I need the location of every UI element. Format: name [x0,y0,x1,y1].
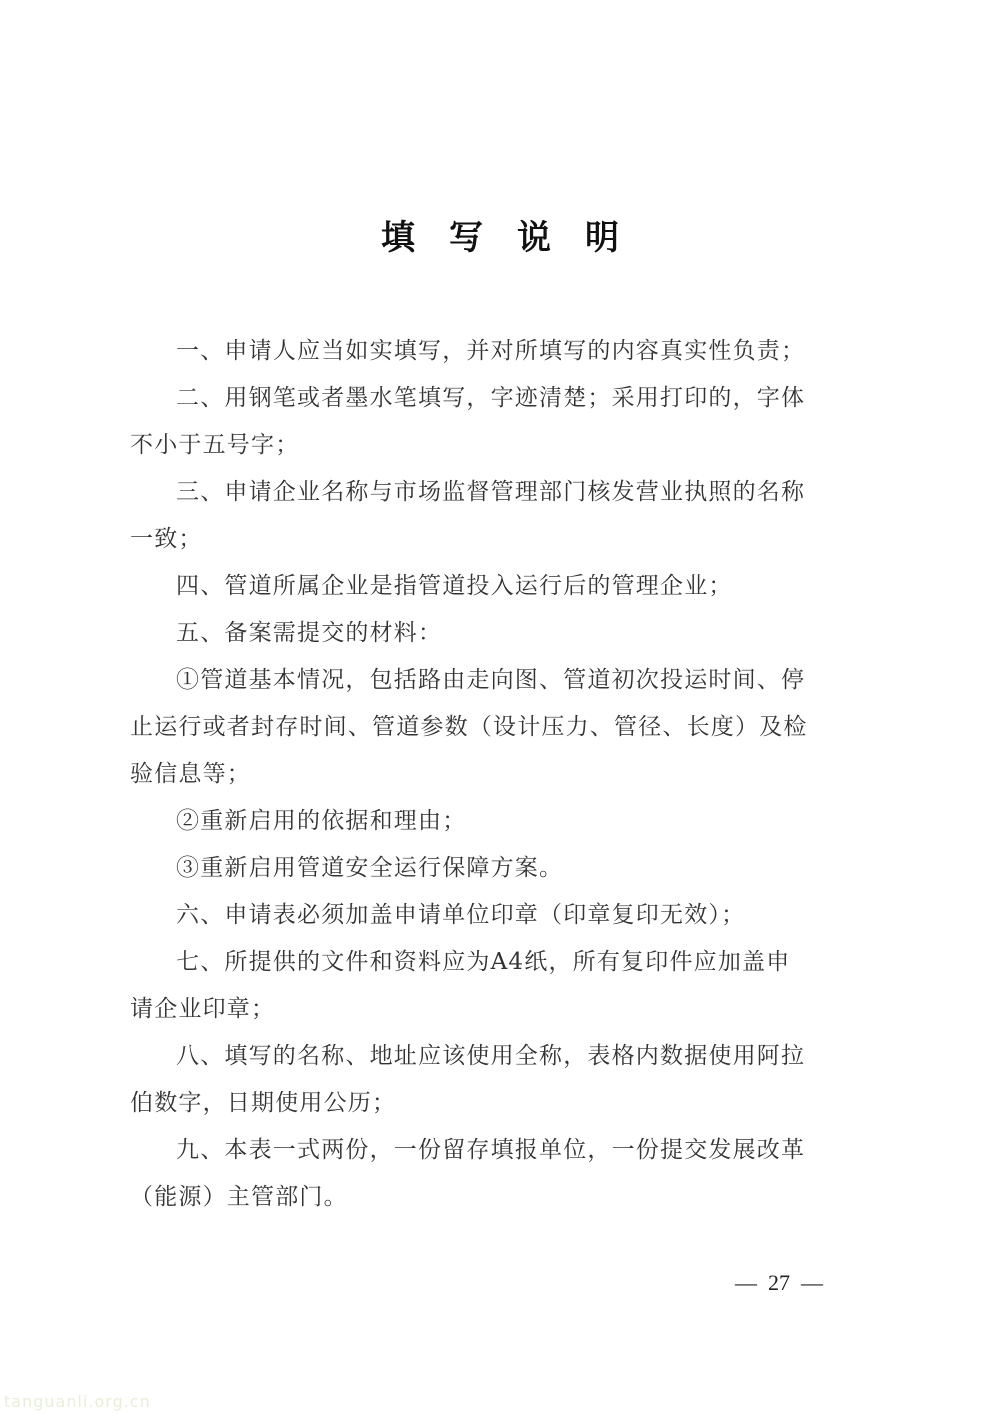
instruction-line: 验信息等； [130,761,251,787]
instruction-line: 七、所提供的文件和资料应为A4纸，所有复印件应加盖申 [176,949,791,975]
instruction-line: ③重新启用管道安全运行保障方案。 [176,855,564,881]
instruction-line: 六、申请表必须加盖申请单位印章（印章复印无效）； [176,902,746,928]
watermark: tanguanli.org.cn [4,1392,151,1411]
instruction-line: 四、管道所属企业是指管道投入运行后的管理企业； [176,573,733,599]
instruction-line: 请企业印章； [130,996,276,1022]
page-number: — 27 — [735,1270,823,1295]
instruction-line: 五、备案需提交的材料： [176,620,443,646]
instruction-line: 一、申请人应当如实填写，并对所填写的内容真实性负责； [176,338,806,364]
instruction-line: ①管道基本情况，包括路由走向图、管道初次投运时间、停 [176,667,806,693]
instruction-line: 三、申请企业名称与市场监督管理部门核发营业执照的名称 [176,479,806,505]
instruction-line: （能源）主管部门。 [130,1184,348,1210]
instruction-line: 止运行或者封存时间、管道参数（设计压力、管径、长度）及检 [130,714,808,740]
instruction-line: 一致； [130,526,203,552]
instruction-line: 伯数字，日期使用公历； [130,1090,397,1116]
instruction-line: 不小于五号字； [130,432,300,458]
instruction-line: 二、用钢笔或者墨水笔填写，字迹清楚；采用打印的，字体 [176,385,806,411]
instruction-line: ②重新启用的依据和理由； [176,808,467,834]
instruction-line: 八、填写的名称、地址应该使用全称，表格内数据使用阿拉 [176,1043,806,1069]
instruction-line: 九、本表一式两份，一份留存填报单位，一份提交发展改革 [176,1137,806,1163]
page-title: 填写说明 [381,218,653,258]
